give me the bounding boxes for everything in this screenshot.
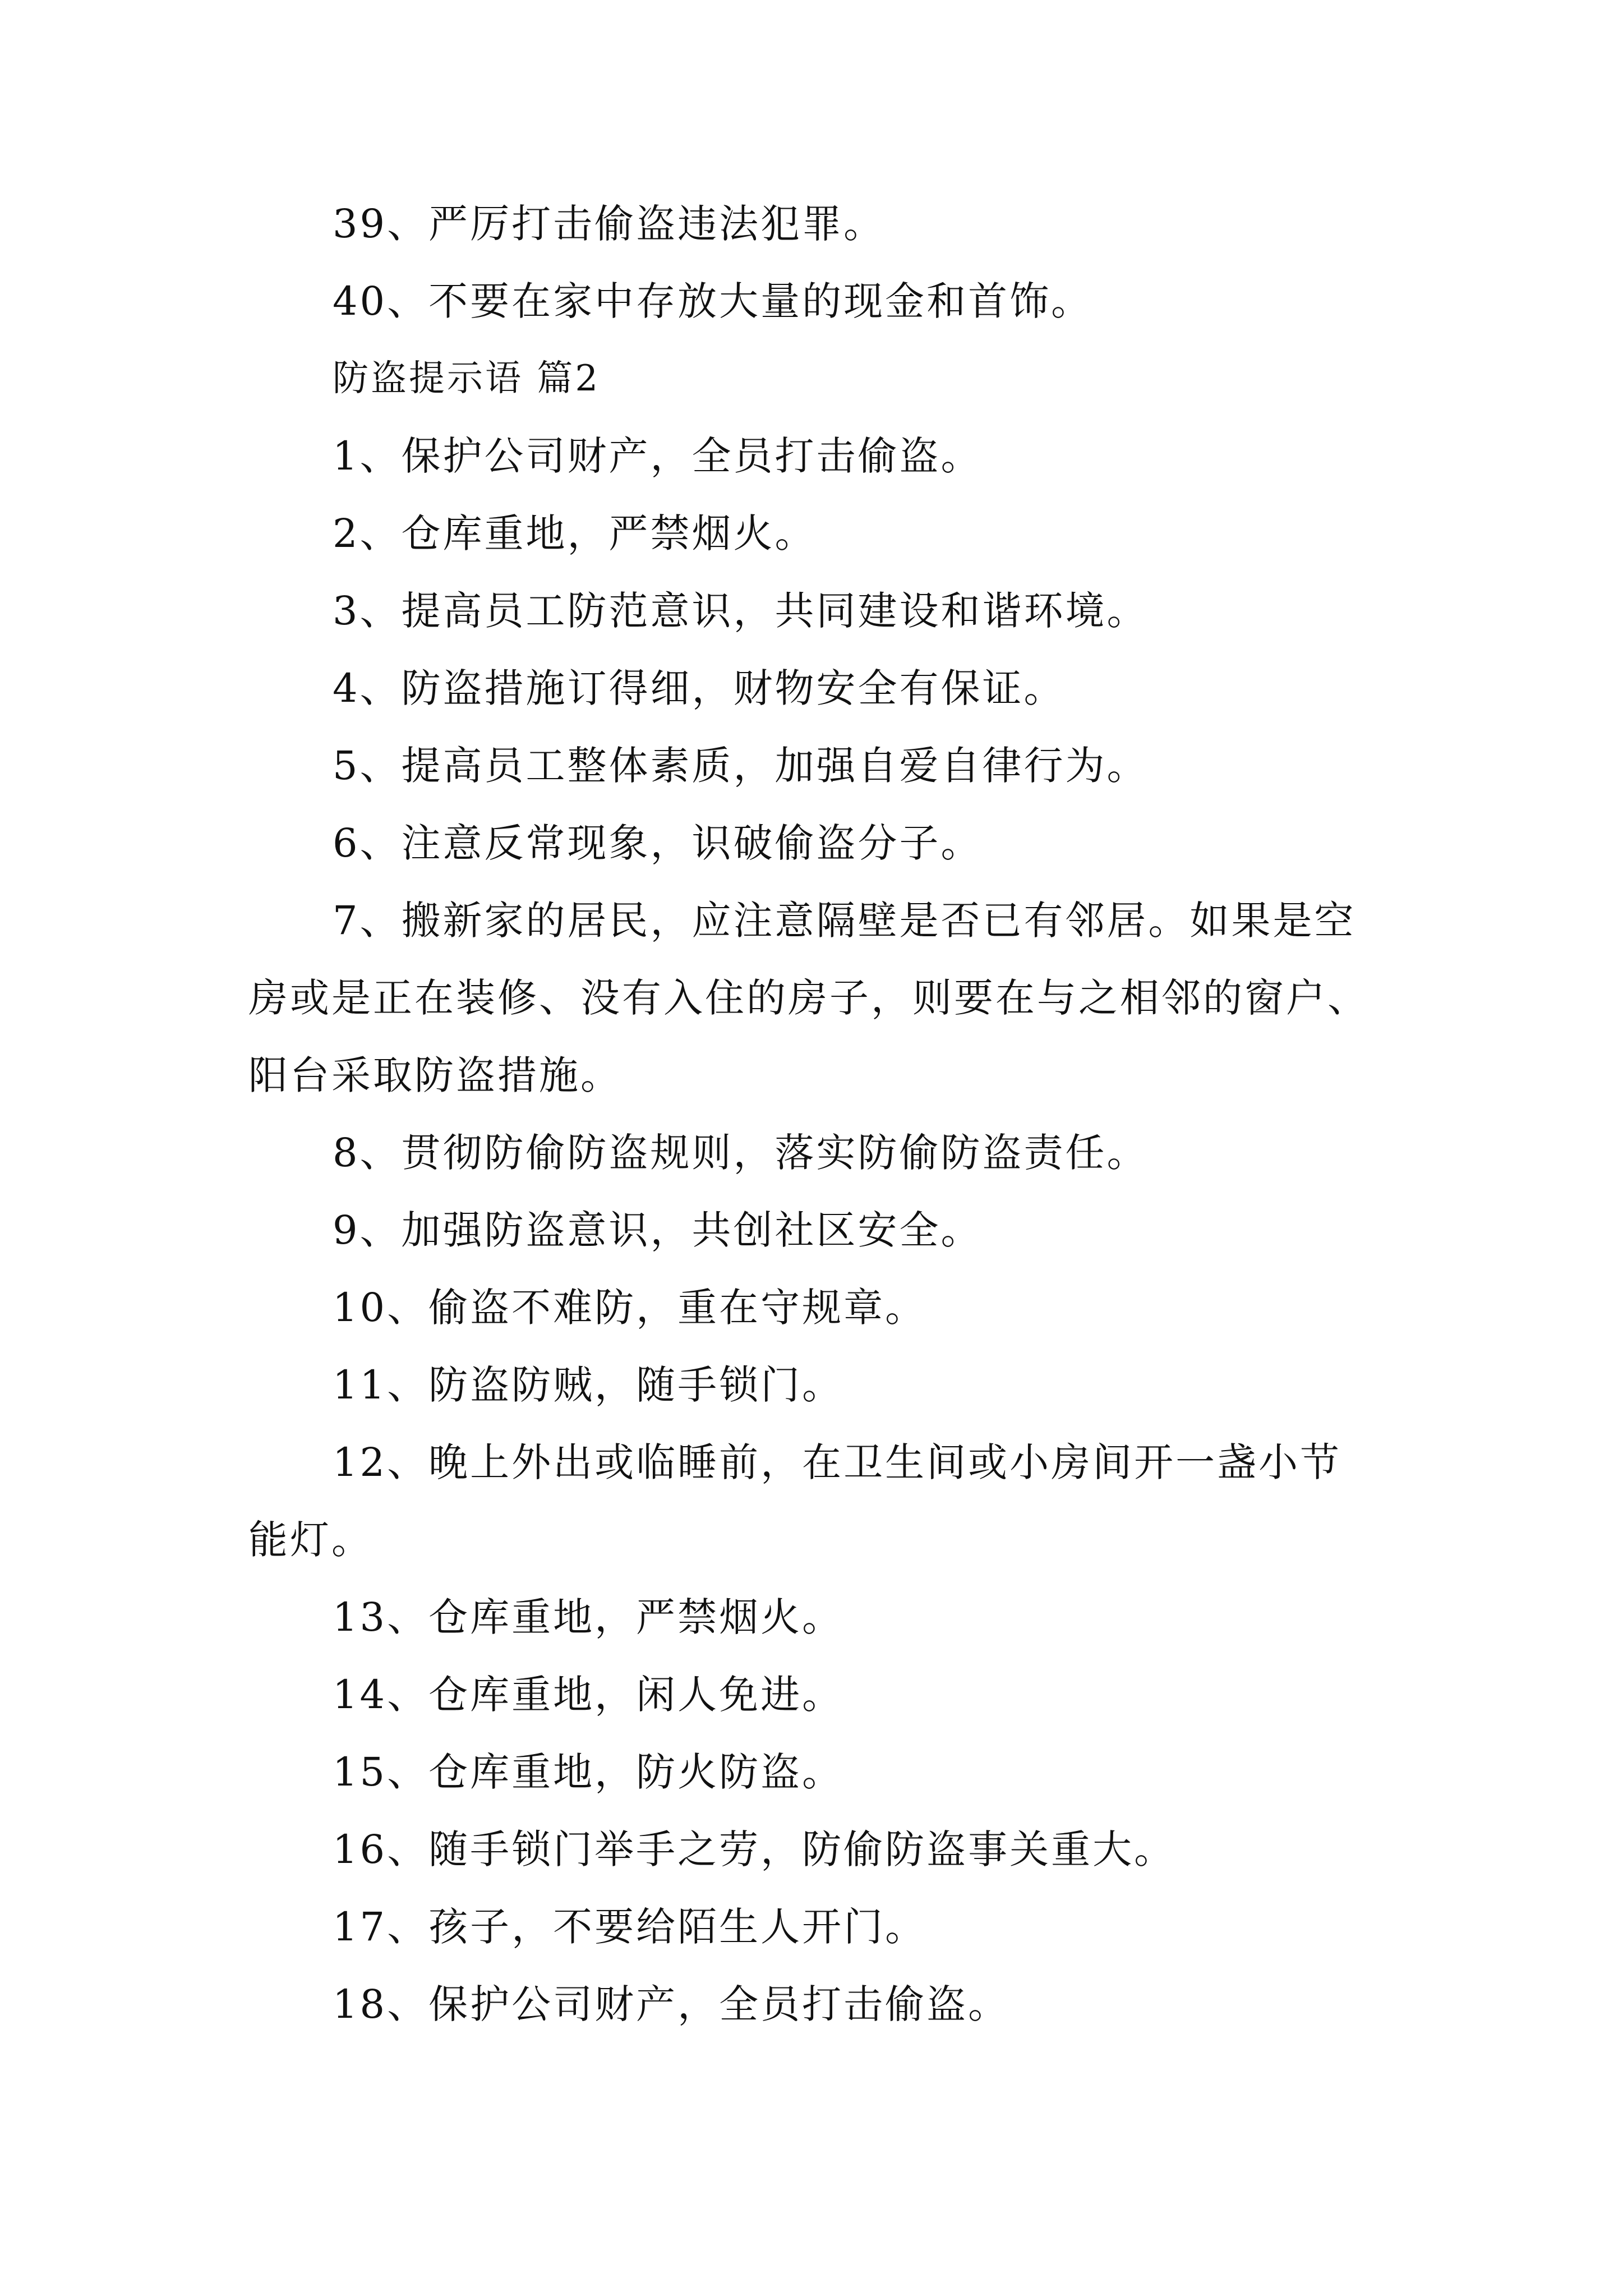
list-item: 11、防盗防贼，随手锁门。 (333, 1362, 844, 1408)
paragraph-39: 39、严厉打击偷盗违法犯罪。 (333, 201, 886, 247)
section-heading: 防盗提示语 篇2 (333, 358, 601, 399)
list-item: 5、提高员工整体素质，加强自爱自律行为。 (333, 743, 1149, 789)
list-item: 16、随手锁门举手之劳，防偷防盗事关重大。 (333, 1826, 1176, 1872)
list-item: 18、保护公司财产，全员打击偷盗。 (333, 1981, 1010, 2027)
list-item: 6、注意反常现象，识破偷盗分子。 (333, 820, 983, 866)
list-item: 3、提高员工防范意识，共同建设和谐环境。 (333, 588, 1149, 634)
list-item: 7、搬新家的居民，应注意隔壁是否已有邻居。如果是空房或是正在装修、没有入住的房子，则要在与之相邻的窗户、阳台采取防盗措施。 (248, 898, 1369, 1098)
document-body (248, 185, 1377, 2043)
list-item: 12、晚上外出或临睡前，在卫生间或小房间开一盏小节能灯。 (248, 1439, 1342, 1563)
list-item: 13、仓库重地，严禁烟火。 (333, 1594, 844, 1640)
list-item: 4、防盗措施订得细，财物安全有保证。 (333, 665, 1066, 711)
list-item: 8、贯彻防偷防盗规则，落实防偷防盗责任。 (333, 1130, 1149, 1176)
list-item: 17、孩子，不要给陌生人开门。 (333, 1904, 927, 1950)
list-item: 14、仓库重地，闲人免进。 (333, 1672, 844, 1718)
list-item: 9、加强防盗意识，共创社区安全。 (333, 1207, 983, 1253)
list-item: 2、仓库重地，严禁烟火。 (333, 510, 817, 556)
list-item: 10、偷盗不难防，重在守规章。 (333, 1285, 927, 1331)
paragraph-40: 40、不要在家中存放大量的现金和首饰。 (333, 278, 1093, 324)
list-item: 1、保护公司财产，全员打击偷盗。 (333, 433, 983, 479)
list-item: 15、仓库重地，防火防盗。 (333, 1749, 844, 1795)
